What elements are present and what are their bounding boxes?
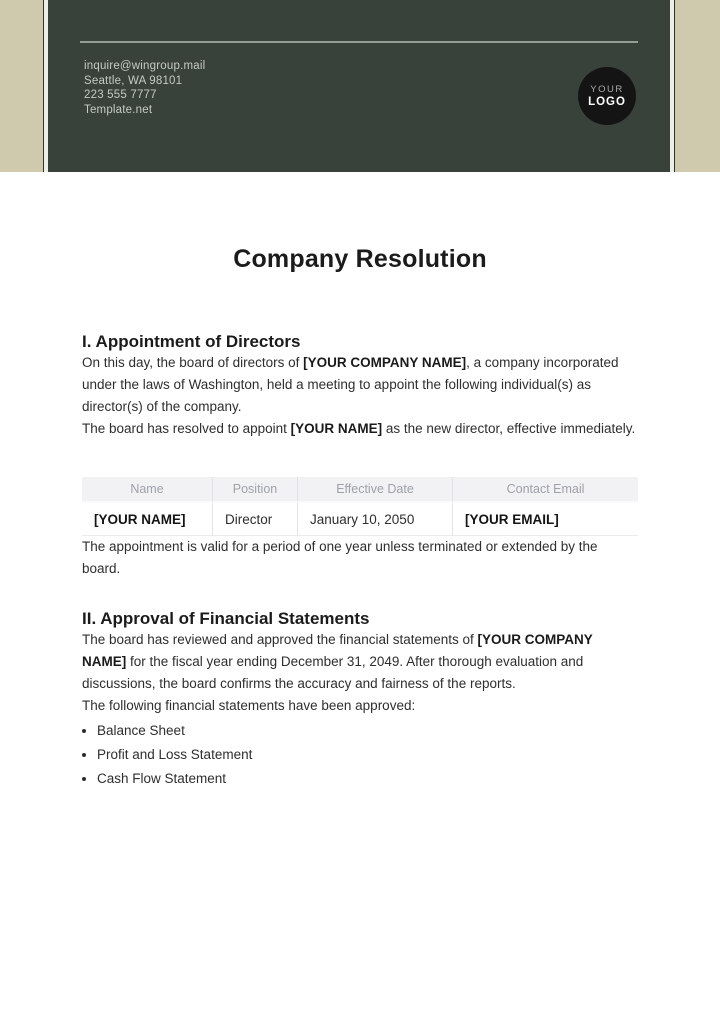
cell-contact-email: [YOUR EMAIL] [452,503,638,536]
cell-effective-date: January 10, 2050 [297,503,452,536]
section1-paragraph-1: On this day, the board of directors of [YOUR COMPANY NAME], a company incorporated under the laws of Washington, held a meeting to appoint the following individual(s) as director(s) of the company. [82,355,619,414]
contact-email: inquire@wingroup.mail [84,60,206,72]
document-title: Company Resolution [233,245,487,273]
section1-paragraph-3: The appointment is valid for a period of one year unless terminated or extended by the board. [82,539,598,576]
contact-block [84,59,205,117]
section1-paragraph-2: The board has resolved to appoint [YOUR NAME] as the new director, effective immediately. [82,421,636,436]
contact-website: Template.net [84,103,153,116]
contact-phone: 223 555 7777 [84,89,157,101]
list-item: • Balance Sheet [97,719,638,743]
letterhead-divider-line [80,41,638,43]
cell-name: [YOUR NAME] [82,503,212,536]
list-item: • Cash Flow Statement [97,767,638,791]
approved-statements-list [82,719,638,791]
list-item: • Profit and Loss Statement [97,743,638,767]
table-row [82,503,638,536]
logo-text-logo: LOGO [588,95,626,108]
company-logo-placeholder [578,67,636,125]
col-header-effective-date: Effective Date [297,477,452,503]
directors-table-wrap [82,477,638,536]
letterhead-panel [44,0,674,172]
section2-heading: II. Approval of Financial Statements [82,609,370,628]
table-header-row [82,477,638,503]
contact-address: Seattle, WA 98101 [84,74,183,87]
section2-paragraph-1: The board has reviewed and approved the financial statements of [YOUR COMPANY NAME] for the fiscal year ending December 31, 2049. After thorough evaluation and discussions, the board confirms the accuracy and fairness of the reports. [82,632,593,691]
directors-table [82,477,638,536]
section2-paragraph-2: The following financial statements have been approved: [82,698,416,713]
cell-position: Director [212,503,297,536]
document-body [0,244,720,791]
col-header-name: Name [82,477,212,503]
logo-text-your: YOUR [590,83,624,95]
section1-heading: I. Appointment of Directors [82,332,301,351]
letterhead [0,0,720,172]
col-header-position: Position [212,477,297,503]
col-header-contact-email: Contact Email [452,477,638,503]
